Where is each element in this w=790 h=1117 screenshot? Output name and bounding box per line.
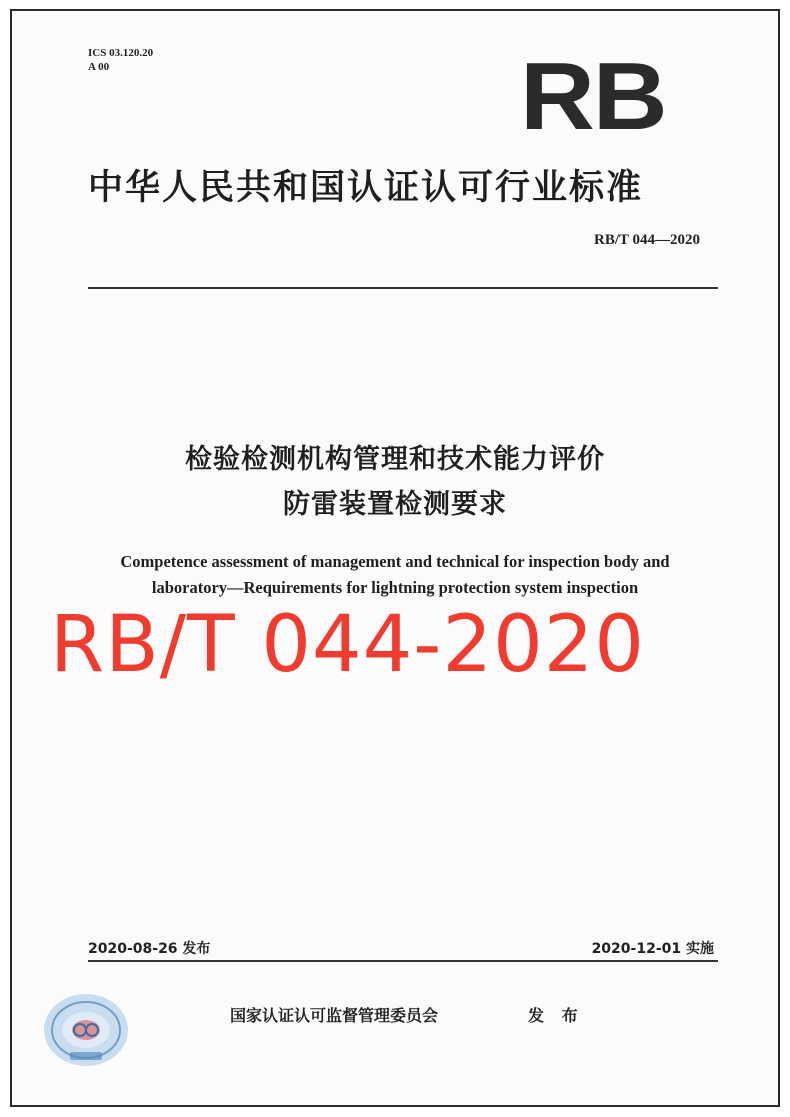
publish-date: 2020-08-26 发布 [88, 941, 211, 957]
anti-counterfeit-seal-icon [40, 990, 132, 1070]
issue-label: 发 布 [528, 1006, 584, 1025]
chinese-title-line-1: 检验检测机构管理和技术能力评价 [185, 444, 605, 475]
classification-codes [88, 46, 153, 74]
header-divider [88, 287, 718, 289]
class-code: A 00 [88, 61, 110, 73]
standard-category: 中华人民共和国认证认可行业标准 [88, 168, 644, 208]
implement-date: 2020-12-01 实施 [591, 941, 714, 957]
standard-number: RB/T 044—2020 [594, 232, 700, 248]
issuing-authority: 国家认证认可监督管理委员会 [230, 1006, 439, 1025]
english-title-line-2: laboratory—Requirements for lightning protection system inspection [151, 578, 639, 597]
english-title-line-1: Competence assessment of management and technical for inspection body and [120, 552, 670, 571]
footer-divider [88, 960, 718, 962]
ics-code: ICS 03.120.20 [88, 47, 154, 59]
standard-number-overlay: RB/T 044-2020 [50, 600, 645, 690]
chinese-title-line-2: 防雷装置检测要求 [283, 489, 507, 520]
rb-logo: RB [520, 43, 666, 150]
